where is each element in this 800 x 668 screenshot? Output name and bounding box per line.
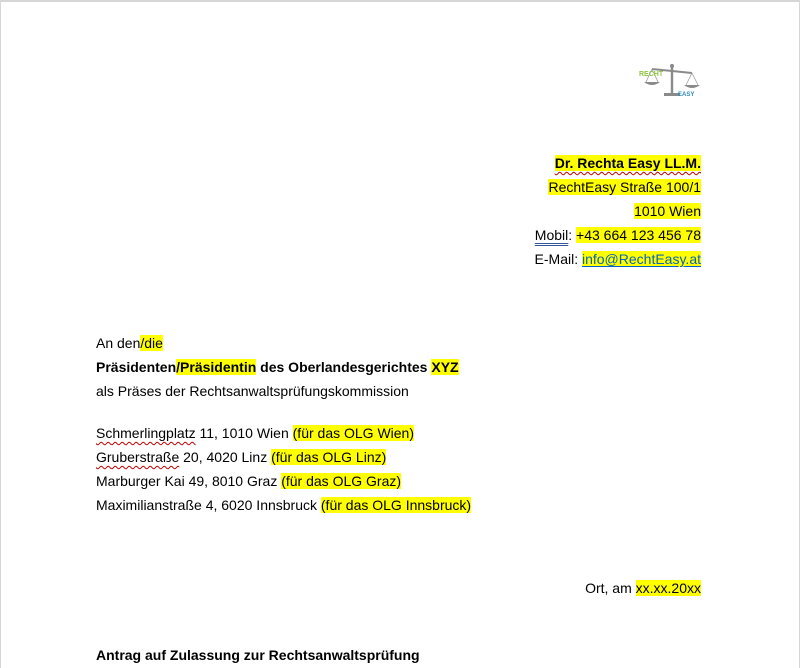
sender-mobile-value: +43 664 123 456 78: [576, 227, 701, 243]
logo-text-top: RECHT: [639, 71, 664, 78]
sender-email-link[interactable]: info@RechtEasy.at: [581, 251, 701, 267]
sender-name: Dr. Rechta Easy LL.M.: [554, 155, 701, 171]
address-line: Marburger Kai 49, 8010 Graz (für das OLG Graz): [96, 473, 402, 489]
recipient-line-1: An den/die: [96, 335, 163, 351]
recipient-line-2: Präsidenten/Präsidentin des Oberlandesgerichtes XYZ: [96, 359, 459, 375]
sender-email: E-Mail: info@RechtEasy.at: [534, 251, 701, 267]
page-edge-top: [0, 0, 800, 2]
date-line: Ort, am xx.xx.20xx: [585, 580, 701, 596]
recipient-line-3: als Präses der Rechtsanwaltsprüfungskommission: [96, 383, 409, 399]
logo-text-bottom: EASY: [678, 92, 695, 98]
address-line: Gruberstraße 20, 4020 Linz (für das OLG Linz): [96, 449, 387, 465]
sender-street: RechtEasy Straße 100/1: [548, 179, 701, 195]
sender-city: 1010 Wien: [634, 203, 701, 219]
subject-heading: Antrag auf Zulassung zur Rechtsanwaltsprüfung: [96, 647, 420, 663]
rechteasy-logo: [636, 60, 702, 98]
page-edge-left: [0, 0, 1, 668]
address-line: Maximilianstraße 4, 6020 Innsbruck (für das OLG Innsbruck): [96, 497, 472, 513]
sender-mobile: Mobil: +43 664 123 456 78: [534, 227, 701, 243]
address-line: Schmerlingplatz 11, 1010 Wien (für das OLG Wien): [96, 425, 415, 441]
date-value: xx.xx.20xx: [635, 580, 701, 596]
